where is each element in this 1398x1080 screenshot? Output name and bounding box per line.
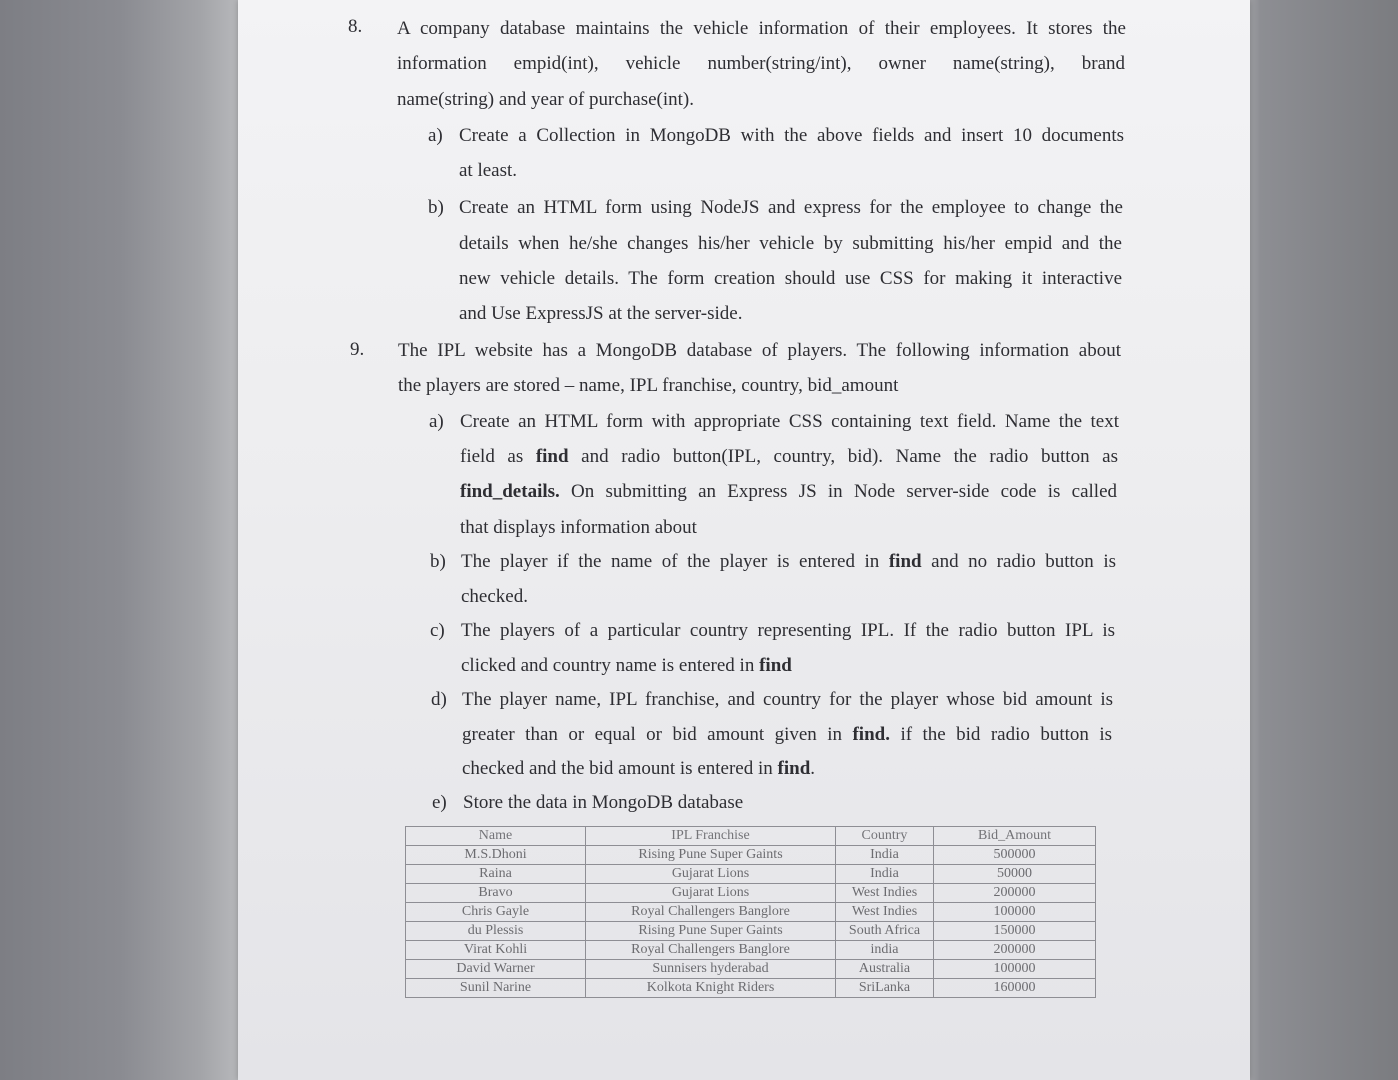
q9-part-a-marker: a) <box>429 411 444 432</box>
table-row <box>406 979 1096 998</box>
q8-part-b-line-1: Create an HTML form using NodeJS and express for the employee to change the <box>459 197 1123 218</box>
q9-part-d-line-3: checked and the bid amount is entered in find. <box>462 758 816 779</box>
q9-part-a-line-4: that displays information about <box>460 517 697 538</box>
cell-country: india <box>836 941 934 960</box>
q8-part-b-line-3: new vehicle details. The form creation should use CSS for making it interactive <box>459 268 1122 289</box>
q9-part-d-line-2: greater than or equal or bid amount given in find. if the bid radio button is <box>462 724 1113 745</box>
cell-ipl-franchise: Rising Pune Super Gaints <box>586 922 836 941</box>
table-header-row <box>406 827 1096 846</box>
cell-ipl-franchise: Sunnisers hyderabad <box>586 960 836 979</box>
players-table <box>405 826 1096 998</box>
table-row <box>406 922 1096 941</box>
q9-part-d-marker: d) <box>431 689 447 710</box>
q8-part-a-line-2: at least. <box>459 160 518 181</box>
cell-bid-amount: 150000 <box>934 922 1096 941</box>
q8-part-b-line-4: and Use ExpressJS at the server-side. <box>459 303 743 324</box>
q9-part-b-marker: b) <box>430 551 446 572</box>
q9-stem-line-1: The IPL website has a MongoDB database of players. The following information about <box>398 340 1121 361</box>
cell-name: Sunil Narine <box>406 979 586 998</box>
cell-name: Virat Kohli <box>406 941 586 960</box>
cell-name: M.S.Dhoni <box>406 846 586 865</box>
cell-bid-amount: 160000 <box>934 979 1096 998</box>
q9-part-a-line-3: find_details. On submitting an Express JS in Node server-side code is called <box>460 481 1118 502</box>
q9-part-a-line-1: Create an HTML form with appropriate CSS containing text field. Name the text <box>460 411 1119 432</box>
header-country: Country <box>836 827 934 846</box>
header-ipl-franchise: IPL Franchise <box>586 827 836 846</box>
question-9-number: 9. <box>350 339 365 360</box>
header-bid-amount: Bid_Amount <box>934 827 1096 846</box>
cell-country: South Africa <box>836 922 934 941</box>
cell-ipl-franchise: Kolkota Knight Riders <box>586 979 836 998</box>
table-row <box>406 941 1096 960</box>
cell-country: West Indies <box>836 903 934 922</box>
cell-ipl-franchise: Royal Challengers Banglore <box>586 941 836 960</box>
table-row <box>406 846 1096 865</box>
q8-part-b-line-2: details when he/she changes his/her vehicle by submitting his/her empid and the <box>459 233 1122 254</box>
q8-stem-line-1: A company database maintains the vehicle information of their employees. It stores the <box>397 18 1126 39</box>
cell-name: David Warner <box>406 960 586 979</box>
cell-country: West Indies <box>836 884 934 903</box>
cell-name: Chris Gayle <box>406 903 586 922</box>
cell-bid-amount: 100000 <box>934 903 1096 922</box>
cell-bid-amount: 500000 <box>934 846 1096 865</box>
q9-part-c-line-1: The players of a particular country representing IPL. If the radio button IPL is <box>461 620 1115 641</box>
cell-ipl-franchise: Gujarat Lions <box>586 884 836 903</box>
cell-ipl-franchise: Royal Challengers Banglore <box>586 903 836 922</box>
cell-bid-amount: 200000 <box>934 941 1096 960</box>
cell-country: SriLanka <box>836 979 934 998</box>
table-row <box>406 960 1096 979</box>
cell-ipl-franchise: Rising Pune Super Gaints <box>586 846 836 865</box>
cell-country: Australia <box>836 960 934 979</box>
cell-bid-amount: 50000 <box>934 865 1096 884</box>
question-8-number: 8. <box>348 16 363 37</box>
q9-part-c-marker: c) <box>430 620 445 641</box>
q9-stem-line-2: the players are stored – name, IPL franchise, country, bid_amount <box>398 375 899 396</box>
cell-country: India <box>836 846 934 865</box>
header-name: Name <box>406 827 586 846</box>
cell-name: Bravo <box>406 884 586 903</box>
q8-stem-line-2: information empid(int), vehicle number(string/int), owner name(string), brand <box>397 53 1125 74</box>
cell-country: India <box>836 865 934 884</box>
q8-part-a-marker: a) <box>428 125 443 146</box>
q9-part-b-line-1: The player if the name of the player is entered in find and no radio button is <box>461 551 1117 572</box>
q9-part-b-line-2: checked. <box>461 586 528 607</box>
table-row <box>406 865 1096 884</box>
q9-part-c-line-2: clicked and country name is entered in find <box>461 655 792 676</box>
q9-part-a-line-2: field as find and radio button(IPL, country, bid). Name the radio button as <box>460 446 1118 467</box>
q8-stem-line-3: name(string) and year of purchase(int). <box>397 89 695 110</box>
cell-bid-amount: 100000 <box>934 960 1096 979</box>
cell-name: Raina <box>406 865 586 884</box>
q9-part-e-marker: e) <box>432 792 447 813</box>
table-row <box>406 903 1096 922</box>
q8-part-b-marker: b) <box>428 197 444 218</box>
cell-bid-amount: 200000 <box>934 884 1096 903</box>
table-row <box>406 884 1096 903</box>
q9-part-e-line-1: Store the data in MongoDB database <box>463 792 744 813</box>
q8-part-a-line-1: Create a Collection in MongoDB with the above fields and insert 10 documents <box>459 125 1124 146</box>
q9-part-d-line-1: The player name, IPL franchise, and country for the player whose bid amount is <box>462 689 1113 710</box>
cell-name: du Plessis <box>406 922 586 941</box>
cell-ipl-franchise: Gujarat Lions <box>586 865 836 884</box>
